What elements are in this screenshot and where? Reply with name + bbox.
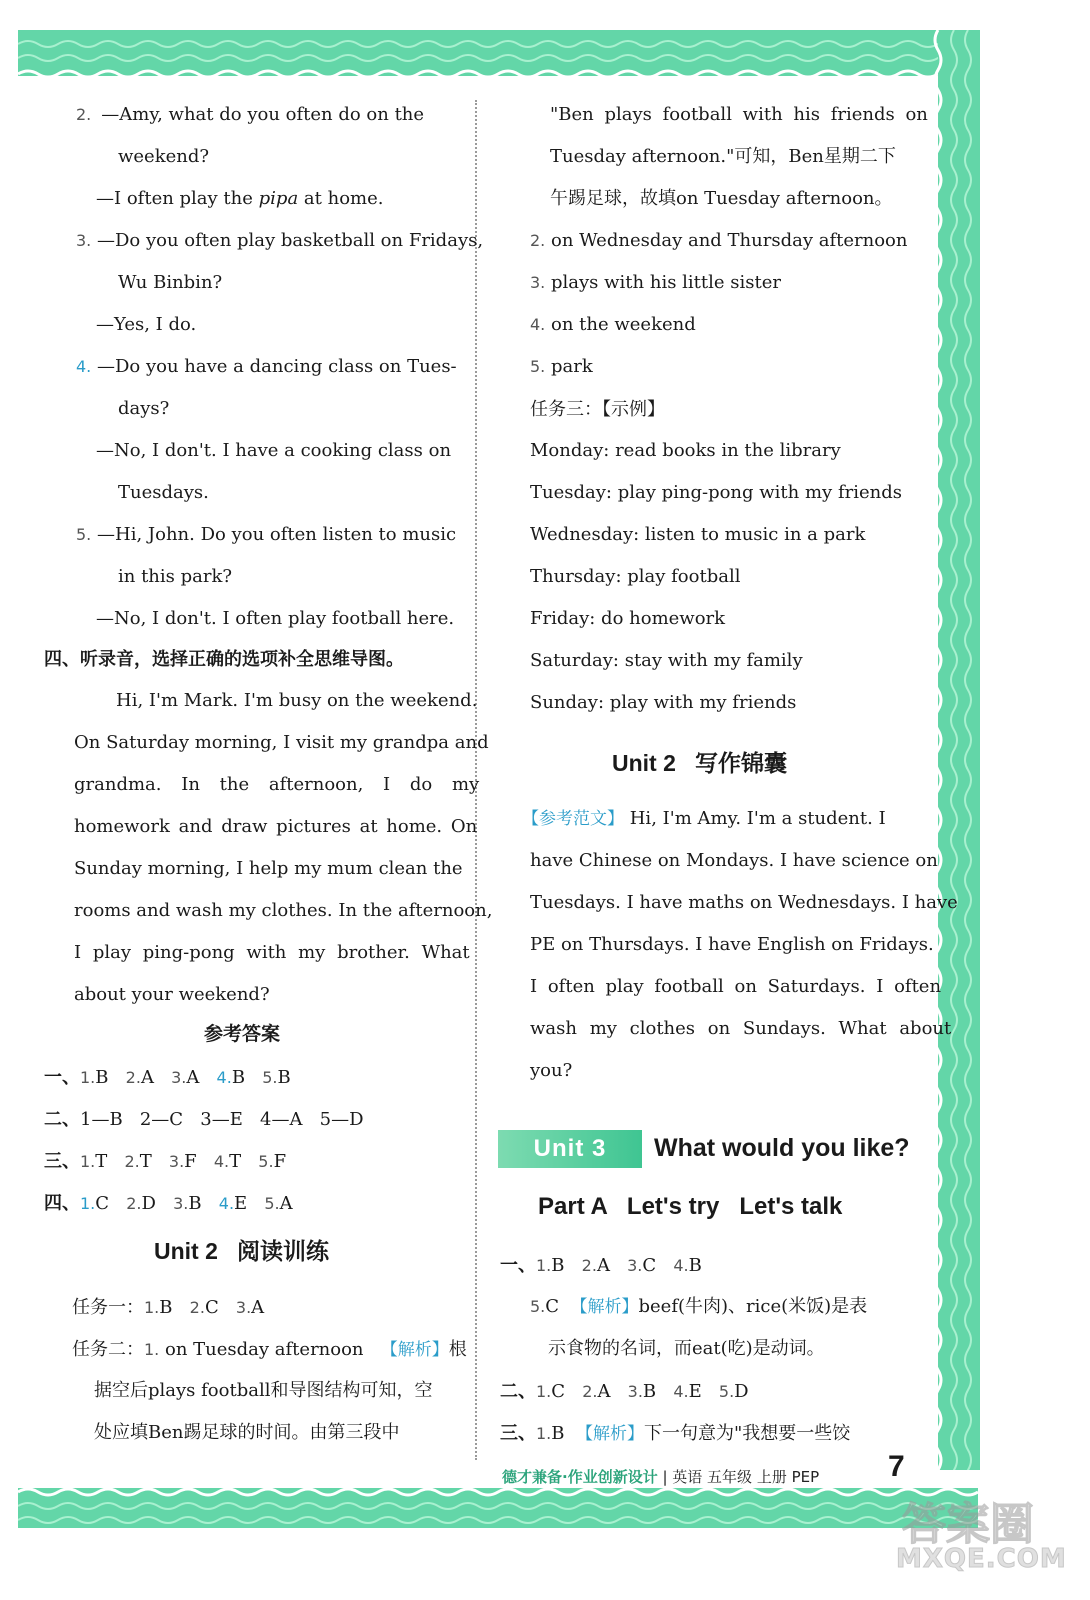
analysis-label: 【解析】	[380, 1340, 449, 1360]
answer-row-2	[44, 1107, 364, 1132]
row-label: 四、	[44, 1193, 80, 1213]
answer-val: D	[734, 1381, 749, 1402]
writing-section-title: Unit 2 写作锦囊	[612, 750, 788, 776]
answer-num: 1.	[80, 1152, 96, 1171]
dialog-line: —Yes, I do.	[96, 314, 197, 335]
dialog-4-line	[76, 355, 457, 379]
answer-val: B	[642, 1381, 657, 1402]
answer-num: 5.	[718, 1382, 735, 1401]
answer-num: 1.	[536, 1256, 552, 1275]
item-number: 3.	[76, 231, 92, 250]
sample-label: 【参考范文】	[522, 809, 624, 829]
dialog-text	[101, 103, 452, 127]
bottom-wave-border	[18, 1488, 978, 1528]
answer-num: 2.	[126, 1194, 142, 1213]
task-2-answer	[530, 313, 696, 337]
answer-num: 2.	[124, 1152, 140, 1171]
dialog-line: in this park?	[118, 566, 233, 587]
answer-row-1	[44, 1065, 291, 1090]
essay-line: you?	[530, 1060, 573, 1081]
dialog-3-line	[76, 229, 483, 253]
answer-val: A	[186, 1067, 200, 1088]
answer-num: 1.	[144, 1340, 160, 1359]
quote-line: "Ben plays football with his friends on	[550, 104, 928, 125]
dialog-line: —No, I don't. I have a cooking class on	[96, 440, 452, 461]
essay-line: Tuesdays. I have maths on Wednesdays. I have	[530, 892, 958, 913]
passage-line: about your weekend?	[74, 984, 270, 1005]
page-number: 7	[888, 1450, 905, 1483]
row-label: 一、	[44, 1067, 80, 1087]
dialog-line: days?	[118, 398, 170, 419]
answer-num: 5.	[530, 1297, 546, 1316]
answer-val: B	[551, 1423, 565, 1444]
answer-val: 4—A	[260, 1109, 303, 1130]
unit-3-badge: Unit 3	[498, 1130, 642, 1168]
schedule-line: Friday: do homework	[530, 608, 726, 629]
dialog-text-content: —Amy, what do you often do on the	[101, 104, 425, 125]
answer-val: B	[688, 1255, 702, 1276]
answer-val: E	[234, 1193, 248, 1214]
analysis-line: 示食物的名词，而eat(吃)是动词。	[548, 1338, 825, 1359]
answer-num: 4.	[673, 1256, 689, 1275]
text-c: at home.	[298, 188, 384, 209]
watermark-line-2: MXQE.COM	[896, 1544, 1067, 1574]
row-label: 三、	[500, 1423, 536, 1443]
dialog-line: Wu Binbin?	[118, 272, 223, 293]
u3-answer-row-2	[500, 1379, 749, 1404]
answer-val: A	[279, 1193, 293, 1214]
answer-val: F	[184, 1151, 197, 1172]
answer-num: 4.	[673, 1382, 689, 1401]
footer-text	[502, 1466, 819, 1487]
answer-val: C	[642, 1255, 657, 1276]
answer-val: A	[140, 1067, 154, 1088]
answer-val: 2—C	[139, 1109, 184, 1130]
answer-num: 1.	[144, 1298, 160, 1317]
analysis-text: 下一句意为"我想要一些饺	[643, 1423, 851, 1444]
answer-val: C	[204, 1297, 219, 1318]
answer-val: D	[141, 1193, 156, 1214]
task-2-answer	[530, 271, 781, 295]
item-number: 2.	[76, 105, 92, 124]
answer-val: 5—D	[319, 1109, 364, 1130]
answer-val: B	[95, 1067, 109, 1088]
answer-text: on the weekend	[551, 314, 696, 335]
answer-val: C	[551, 1381, 566, 1402]
answer-val: F	[273, 1151, 287, 1172]
item-number: 2.	[530, 231, 546, 250]
text-a: —I often play the	[96, 188, 259, 209]
answers-heading: 参考答案	[204, 1024, 281, 1045]
footer-info: | 英语 五年级 上册 PEP	[657, 1468, 820, 1486]
u3-answer-5	[530, 1295, 867, 1319]
answer-val: C	[545, 1296, 560, 1317]
schedule-line: Wednesday: listen to music in a park	[530, 524, 866, 545]
answer-val: B	[551, 1255, 565, 1276]
answer-num: 3.	[173, 1194, 189, 1213]
task-1-row	[72, 1295, 264, 1320]
row-label: 一、	[500, 1255, 536, 1275]
analysis-label: 【解析】	[575, 1424, 644, 1444]
footer-brand: 德才兼备·作业创新设计	[502, 1468, 658, 1486]
watermark-line-1: 答案圈	[902, 1499, 1034, 1550]
essay-line: wash my clothes on Sundays. What about	[530, 1018, 952, 1039]
passage-line: homework and draw pictures at home. On	[74, 816, 478, 837]
dialog-line: weekend?	[118, 146, 210, 167]
answer-num: 5.	[264, 1194, 280, 1213]
answer-num: 5.	[262, 1068, 278, 1087]
answer-val: T	[95, 1151, 108, 1172]
dialog-2-line	[76, 103, 452, 127]
schedule-line: Sunday: play with my friends	[530, 692, 797, 713]
sample-essay-line	[522, 807, 886, 831]
dialog-text: —Do you often play basketball on Fridays,	[97, 230, 484, 251]
answer-num: 3.	[235, 1298, 252, 1317]
passage-line: I play ping-pong with my brother. What	[74, 942, 470, 963]
dialog-text: —Hi, John. Do you often listen to music	[97, 524, 457, 545]
essay-line: PE on Thursdays. I have English on Fridays.	[530, 934, 934, 955]
dialog-line: —No, I don't. I often play football here.	[96, 608, 455, 629]
row-label: 三、	[44, 1151, 80, 1171]
answer-val: B	[159, 1297, 173, 1318]
task-label: 任务一：	[72, 1297, 144, 1317]
schedule-line: Tuesday: play ping-pong with my friends	[530, 482, 902, 503]
quote-line: 午踢足球，故填on Tuesday afternoon。	[550, 188, 893, 209]
answer-num: 5.	[258, 1152, 274, 1171]
answer-val: C	[95, 1193, 110, 1214]
quote-line: Tuesday afternoon."可知，Ben星期二下	[550, 146, 896, 167]
answer-val: B	[188, 1193, 202, 1214]
answer-val: T	[139, 1151, 152, 1172]
answer-row-3	[44, 1149, 286, 1174]
u3-answer-row-3	[500, 1421, 850, 1446]
analysis-line: 据空后plays football和导图结构可知，空	[94, 1380, 433, 1401]
analysis-text: 根	[448, 1339, 467, 1360]
answer-num: 2.	[125, 1068, 141, 1087]
dialog-line	[96, 187, 383, 211]
schedule-line: Thursday: play football	[530, 566, 741, 587]
answer-val: T	[229, 1151, 242, 1172]
text-italic: pipa	[258, 188, 299, 209]
answer-val: B	[231, 1067, 246, 1088]
answer-val: A	[596, 1255, 610, 1276]
passage-line: On Saturday morning, I visit my grandpa and	[74, 732, 489, 753]
answer-num: 3.	[171, 1068, 187, 1087]
answer-num: 1.	[80, 1068, 96, 1087]
essay-line: I often play football on Saturdays. I often	[530, 976, 942, 997]
row-label: 二、	[44, 1109, 80, 1129]
dialog-text: —Do you have a dancing class on Tues-	[97, 356, 457, 377]
passage-line: Sunday morning, I help my mum clean the	[74, 858, 463, 879]
passage-line: grandma. In the afternoon, I do my	[74, 774, 480, 795]
answer-num: 3.	[627, 1382, 643, 1401]
part-title: Part A Let's try Let's talk	[538, 1193, 843, 1220]
answer-val: 3—E	[200, 1109, 243, 1130]
answer-num: 3.	[627, 1256, 643, 1275]
answer-num: 4.	[216, 1068, 232, 1087]
answer-val: 1—B	[80, 1109, 123, 1130]
schedule-line: Saturday: stay with my family	[530, 650, 803, 671]
dialog-5-line	[76, 523, 456, 547]
passage-line: rooms and wash my clothes. In the afternoon,	[74, 900, 493, 921]
row-label: 二、	[500, 1381, 536, 1401]
answer-val: B	[277, 1067, 291, 1088]
task-3-label: 任务三：【示例】	[530, 399, 665, 419]
answer-num: 4.	[218, 1194, 235, 1213]
answer-text: park	[551, 356, 593, 377]
answer-num: 1.	[536, 1424, 552, 1443]
answer-num: 2.	[582, 1382, 598, 1401]
item-number: 5.	[530, 357, 546, 376]
reading-section-title: Unit 2 阅读训练	[154, 1238, 330, 1264]
section-4-heading: 四、听录音，选择正确的选项补全思维导图。	[44, 649, 404, 669]
analysis-text: beef(牛肉)、rice(米饭)是表	[638, 1296, 868, 1317]
answer-val: E	[688, 1381, 702, 1402]
task-label: 任务二：	[72, 1339, 144, 1359]
watermark-logo	[896, 1488, 1066, 1584]
answer-num: 1.	[536, 1382, 552, 1401]
item-number: 3.	[530, 273, 546, 292]
answer-num: 4.	[213, 1152, 230, 1171]
answer-val: A	[597, 1381, 611, 1402]
item-number: 4.	[530, 315, 546, 334]
answer-num: 2.	[189, 1298, 205, 1317]
analysis-label: 【解析】	[570, 1297, 639, 1317]
top-wave-border	[18, 30, 978, 76]
dialog-line: Tuesdays.	[118, 482, 209, 503]
u3-answer-row-1	[500, 1253, 702, 1278]
answer-val: on Tuesday afternoon	[165, 1339, 364, 1360]
item-number: 5.	[76, 525, 92, 544]
answer-text: on Wednesday and Thursday afternoon	[551, 230, 908, 251]
answer-row-4	[44, 1191, 293, 1216]
task-2-row	[72, 1337, 467, 1362]
unit-3-title: What would you like?	[654, 1134, 910, 1162]
answer-num: 1.	[80, 1194, 96, 1213]
essay-text: Hi, I'm Amy. I'm a student. I	[629, 808, 886, 829]
task-2-answer	[530, 355, 593, 379]
schedule-line: Monday: read books in the library	[530, 440, 841, 461]
item-number: 4.	[76, 357, 92, 376]
answer-num: 2.	[581, 1256, 597, 1275]
answer-text: plays with his little sister	[551, 272, 781, 293]
right-wave-border	[932, 30, 980, 1470]
answer-num: 3.	[168, 1152, 185, 1171]
answer-val: A	[251, 1297, 265, 1318]
task-2-answer	[530, 229, 907, 253]
analysis-line: 处应填Ben踢足球的时间。由第三段中	[94, 1422, 400, 1443]
passage-line: Hi, I'm Mark. I'm busy on the weekend.	[116, 690, 478, 711]
essay-line: have Chinese on Mondays. I have science on	[530, 850, 938, 871]
